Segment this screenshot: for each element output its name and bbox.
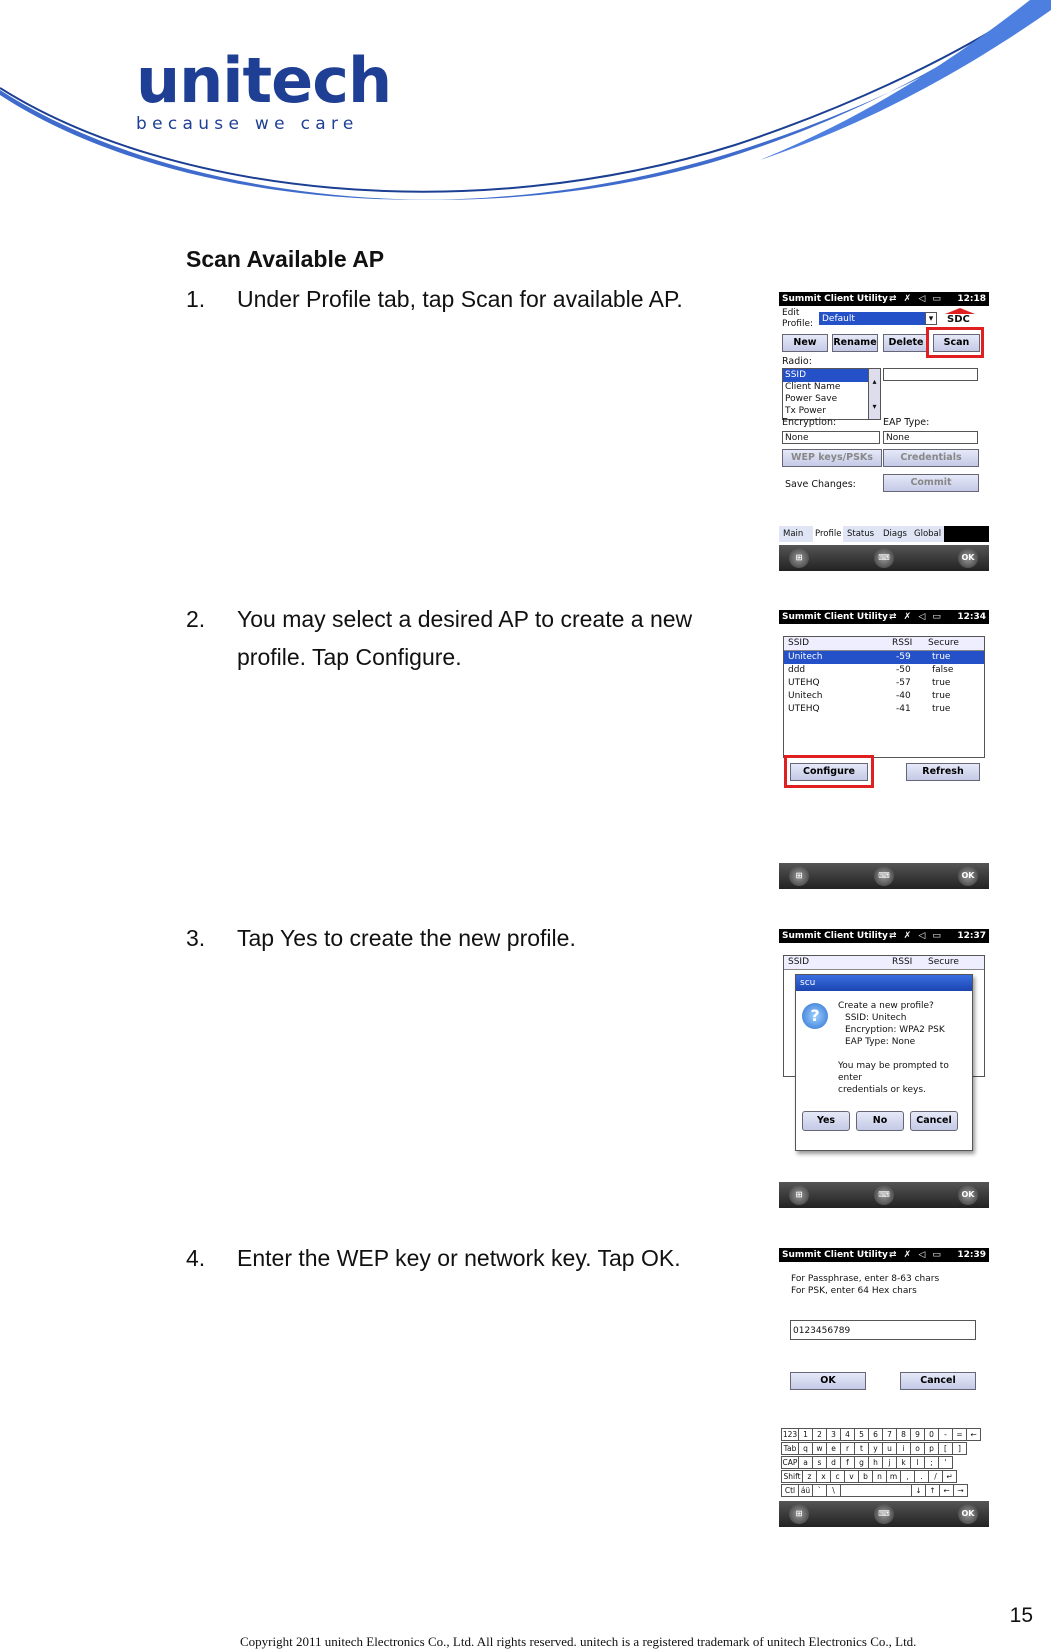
keyboard-icon[interactable]: ⌨ (874, 548, 894, 568)
keyboard-key[interactable]: 4 (840, 1428, 855, 1441)
key-input[interactable]: 0123456789 (790, 1320, 976, 1340)
tab-main[interactable]: Main (783, 529, 804, 539)
keyboard-key[interactable]: 3 (826, 1428, 841, 1441)
keyboard-key[interactable]: áü (798, 1484, 813, 1497)
column-header: Secure (928, 957, 959, 967)
step-number: 1. (186, 286, 206, 312)
keyboard-key[interactable]: z (802, 1470, 817, 1483)
instruction-text: For PSK, enter 64 Hex chars (791, 1286, 917, 1296)
clock: 12:39 (957, 1250, 986, 1260)
list-item[interactable]: Tx Power (785, 406, 826, 416)
confirm-dialog (795, 974, 973, 1151)
yes-button[interactable]: Yes (802, 1111, 850, 1131)
keyboard-key[interactable]: x (816, 1470, 831, 1483)
keyboard-key[interactable]: g (854, 1456, 869, 1469)
tab-bar-filler (944, 526, 989, 542)
radio-value-field[interactable] (883, 368, 978, 381)
ok-button[interactable]: OK (790, 1372, 866, 1390)
list-item[interactable]: Power Save (785, 394, 838, 404)
question-icon: ? (802, 1003, 828, 1029)
keyboard-key[interactable]: / (928, 1470, 943, 1483)
keyboard-key[interactable]: 123 (782, 1430, 798, 1439)
keyboard-icon[interactable]: ⌨ (874, 866, 894, 886)
keyboard-key[interactable]: ] (952, 1442, 967, 1455)
keyboard-key[interactable]: ; (924, 1456, 939, 1469)
windows-start-icon[interactable]: ⊞ (789, 548, 809, 568)
keyboard-key[interactable]: b (858, 1470, 873, 1483)
scan-button[interactable]: Scan (933, 334, 980, 352)
save-changes-label: Save Changes: (785, 479, 856, 490)
table-header (784, 637, 984, 651)
column-header: SSID (788, 638, 810, 648)
table-row[interactable]: UTEHQ -41 true (788, 704, 951, 714)
keyboard-key[interactable]: w (812, 1442, 827, 1455)
title-bar (779, 610, 989, 624)
logo-tagline: because we care (136, 114, 359, 134)
status-icons: ⇄ ✗ ◁ ▭ (889, 612, 943, 622)
list-item[interactable]: Client Name (785, 382, 841, 392)
ap-list[interactable] (783, 636, 985, 758)
keyboard-key[interactable] (840, 1484, 912, 1497)
dialog-message: Create a new profile? (838, 1001, 934, 1011)
ok-button[interactable]: OK (958, 548, 978, 568)
taskbar (779, 863, 989, 889)
wep-keys-button[interactable]: WEP keys/PSKs (782, 449, 882, 467)
keyboard-key[interactable]: 2 (812, 1428, 827, 1441)
dialog-eap: EAP Type: None (845, 1037, 916, 1047)
keyboard-key[interactable]: i (896, 1442, 911, 1455)
configure-button[interactable]: Configure (790, 763, 868, 781)
screenshot-scan-results (779, 610, 989, 889)
dialog-prompt: You may be prompted to (838, 1061, 949, 1071)
keyboard-key[interactable]: p (924, 1442, 939, 1455)
refresh-button[interactable]: Refresh (906, 763, 980, 781)
keyboard-key[interactable]: ↓ (911, 1484, 926, 1497)
clock: 12:37 (957, 931, 986, 941)
title-bar (779, 292, 989, 306)
step-number: 3. (186, 925, 206, 951)
sdc-logo: SDC (947, 314, 970, 325)
keyboard-key[interactable]: j (882, 1456, 897, 1469)
dialog-title: scu (796, 975, 972, 991)
keyboard-key[interactable]: m (886, 1470, 901, 1483)
scrollbar[interactable]: ▴ ▾ (868, 369, 880, 419)
commit-button[interactable]: Commit (883, 474, 979, 492)
tab-status[interactable]: Status (847, 529, 875, 539)
unitech-logo (136, 44, 392, 134)
tab-global[interactable]: Global (914, 529, 942, 539)
step-number: 2. (186, 606, 206, 632)
keyboard-key[interactable]: h (868, 1456, 883, 1469)
title-bar (779, 1248, 989, 1262)
keyboard-key[interactable]: f (840, 1456, 855, 1469)
dialog-prompt: credentials or keys. (838, 1085, 926, 1095)
windows-start-icon[interactable]: ⊞ (789, 1185, 809, 1205)
clock: 12:34 (957, 612, 986, 622)
screenshot-profile-tab (779, 292, 989, 571)
windows-start-icon[interactable]: ⊞ (789, 866, 809, 886)
instruction-text: For Passphrase, enter 8-63 chars (791, 1274, 940, 1284)
status-icons: ⇄ ✗ ◁ ▭ (889, 931, 943, 941)
cancel-button[interactable]: Cancel (910, 1111, 958, 1131)
table-row[interactable]: Unitech -59 true (784, 651, 984, 664)
keyboard-key[interactable]: k (896, 1456, 911, 1469)
keyboard-key[interactable]: t (854, 1442, 869, 1455)
keyboard-key[interactable]: 6 (868, 1428, 883, 1441)
clock: 12:18 (957, 294, 986, 304)
profile-select[interactable]: Default (819, 312, 937, 325)
credentials-button[interactable]: Credentials (883, 449, 979, 467)
screenshot-create-profile-dialog (779, 929, 989, 1208)
keyboard-key[interactable]: 9 (910, 1428, 925, 1441)
keyboard-key[interactable]: a (798, 1456, 813, 1469)
tab-profile[interactable]: Profile (813, 526, 843, 542)
column-header: SSID (788, 957, 810, 967)
ok-button[interactable]: OK (958, 866, 978, 886)
keyboard-key[interactable]: 7 (882, 1428, 897, 1441)
keyboard-key[interactable]: d (826, 1456, 841, 1469)
keyboard-key[interactable]: q (798, 1442, 813, 1455)
highlight-box (784, 755, 874, 788)
keyboard-key[interactable]: 1 (798, 1428, 813, 1441)
taskbar (779, 1182, 989, 1208)
radio-label: Radio: (782, 356, 812, 367)
column-header: Secure (928, 638, 959, 648)
cancel-button[interactable]: Cancel (900, 1372, 976, 1390)
table-row[interactable]: UTEHQ -57 true (788, 678, 951, 688)
soft-keyboard (779, 1428, 989, 1500)
screenshot-enter-key (779, 1248, 989, 1527)
keyboard-key[interactable]: u (882, 1442, 897, 1455)
page-number: 15 (1009, 1604, 1033, 1627)
table-header (784, 956, 984, 970)
logo-brand: unitech (136, 44, 392, 117)
taskbar (779, 1501, 989, 1527)
new-button[interactable]: New (782, 334, 828, 352)
keyboard-key[interactable]: ← (939, 1484, 954, 1497)
delete-button[interactable]: Delete (883, 334, 929, 352)
table-row[interactable]: ddd -50 false (788, 665, 954, 675)
keyboard-key[interactable]: = (952, 1428, 967, 1441)
windows-start-icon[interactable]: ⊞ (789, 1504, 809, 1524)
encryption-select[interactable]: None (782, 431, 880, 444)
dialog-prompt: enter (838, 1073, 863, 1083)
keyboard-key[interactable]: CAP (782, 1458, 798, 1467)
app-title: Summit Client Utility (782, 931, 888, 941)
keyboard-key[interactable]: c (830, 1470, 845, 1483)
keyboard-key[interactable]: 8 (896, 1428, 911, 1441)
keyboard-key[interactable]: n (872, 1470, 887, 1483)
keyboard-key[interactable]: ↑ (925, 1484, 940, 1497)
keyboard-key[interactable]: Shift (781, 1470, 803, 1483)
keyboard-key[interactable]: ↵ (942, 1470, 957, 1483)
keyboard-key[interactable]: . (914, 1470, 929, 1483)
chevron-down-icon[interactable]: ▾ (925, 312, 937, 325)
keyboard-icon[interactable]: ⌨ (874, 1185, 894, 1205)
ok-button[interactable]: OK (958, 1185, 978, 1205)
no-button[interactable]: No (856, 1111, 904, 1131)
keyboard-icon[interactable]: ⌨ (874, 1504, 894, 1524)
app-title: Summit Client Utility (782, 612, 888, 622)
keyboard-key[interactable]: ← (966, 1428, 981, 1441)
keyboard-key[interactable]: r (840, 1442, 855, 1455)
keyboard-key[interactable]: Ctl (781, 1484, 799, 1497)
app-title: Summit Client Utility (782, 294, 888, 304)
keyboard-key[interactable]: , (900, 1470, 915, 1483)
keyboard-key[interactable]: y (868, 1442, 883, 1455)
edit-profile-label: Edit Profile: (782, 308, 814, 329)
radio-list[interactable] (782, 368, 881, 420)
encryption-label: Encryption: (782, 417, 837, 428)
app-title: Summit Client Utility (782, 1250, 888, 1260)
tab-diags[interactable]: Diags (883, 529, 907, 539)
keyboard-key[interactable]: o (910, 1442, 925, 1455)
ok-button[interactable]: OK (958, 1504, 978, 1524)
keyboard-key[interactable]: → (953, 1484, 968, 1497)
dialog-encryption: Encryption: WPA2 PSK (845, 1025, 945, 1035)
tab-bar (779, 526, 989, 542)
taskbar (779, 545, 989, 571)
keyboard-key[interactable]: 5 (854, 1428, 869, 1441)
section-title: Scan Available AP (186, 246, 385, 272)
table-row[interactable]: Unitech -40 true (788, 691, 951, 701)
step-text: You may select a desired AP to create a new profile. Tap Configure. (237, 606, 693, 670)
copyright-footer: Copyright 2011 unitech Electronics Co., Ltd. All rights reserved. unitech is a registered trademark of unitech Electronics Co., Ltd. (240, 1634, 917, 1649)
eap-type-select[interactable]: None (883, 431, 978, 444)
list-item[interactable]: SSID (783, 369, 880, 382)
eap-type-label: EAP Type: (883, 417, 930, 428)
keyboard-key[interactable]: - (938, 1428, 953, 1441)
column-header: RSSI (892, 957, 913, 967)
keyboard-key[interactable]: [ (938, 1442, 953, 1455)
keyboard-key[interactable]: l (910, 1456, 925, 1469)
keyboard-key[interactable]: 0 (924, 1428, 939, 1441)
keyboard-key[interactable]: s (812, 1456, 827, 1469)
keyboard-key[interactable]: ` (812, 1484, 827, 1497)
status-icons: ⇄ ✗ ◁ ▭ (889, 1250, 943, 1260)
step-text: Under Profile tab, tap Scan for available AP. (237, 286, 683, 312)
keyboard-key[interactable]: Tab (781, 1442, 799, 1455)
dialog-ssid: SSID: Unitech (845, 1013, 907, 1023)
keyboard-key[interactable]: \ (826, 1484, 841, 1497)
status-icons: ⇄ ✗ ◁ ▭ (889, 294, 943, 304)
keyboard-key[interactable]: v (844, 1470, 859, 1483)
rename-button[interactable]: Rename (832, 334, 878, 352)
title-bar (779, 929, 989, 943)
highlight-box (926, 327, 984, 358)
step-number: 4. (186, 1245, 206, 1271)
step-text: Enter the WEP key or network key. Tap OK. (237, 1245, 681, 1271)
keyboard-key[interactable]: e (826, 1442, 841, 1455)
keyboard-key[interactable]: ' (938, 1456, 953, 1469)
column-header: RSSI (892, 638, 913, 648)
step-text: Tap Yes to create the new profile. (237, 925, 576, 951)
